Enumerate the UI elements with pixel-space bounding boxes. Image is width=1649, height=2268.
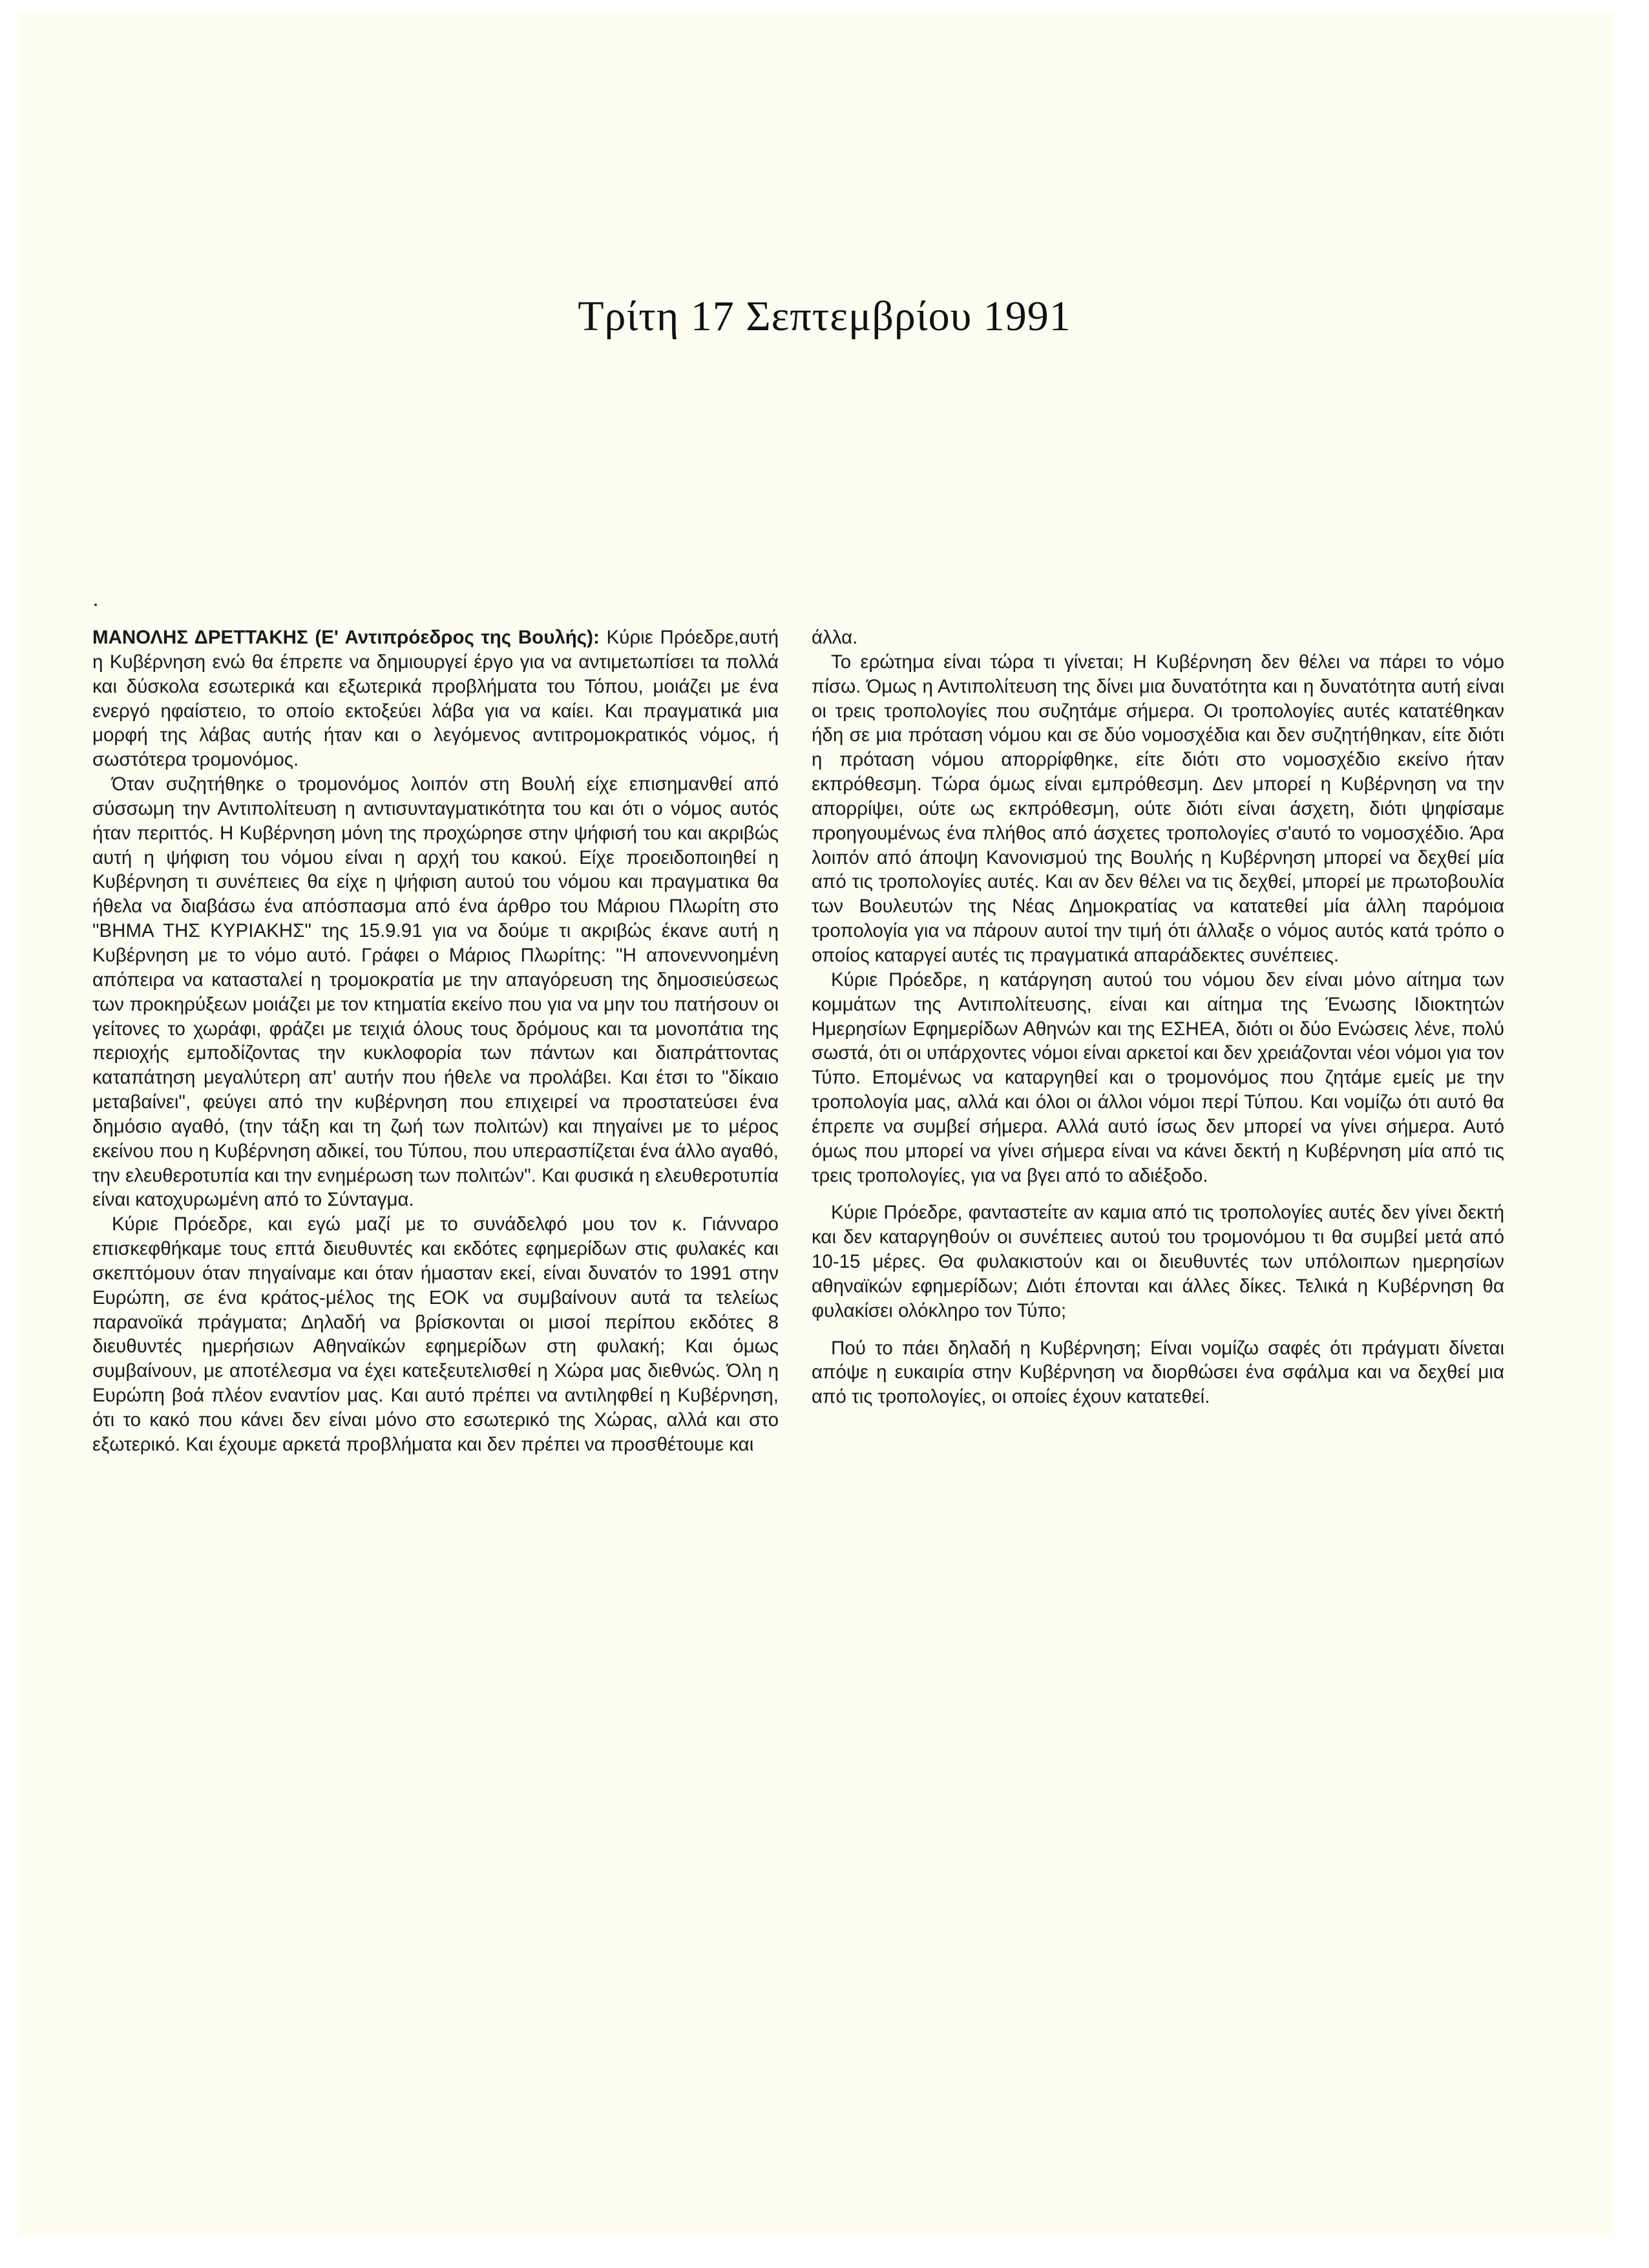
paragraph: Όταν συζητήθηκε ο τρομονόμος λοιπόν στη Βουλή είχε επισημανθεί από σύσσωμη την Αντιπολίτευση η αντισυνταγματικότητα του και ότι ο νόμος αυτός ήταν περιττός. Η Κυβέρνηση μόνη της προχώρησε στην ψήφισή του και ακριβώς αυτή η ψήφιση του νόμου είναι η αρχή του κακού. Είχε προειδοποιηθεί η Κυβέρνηση τι συνέπειες θα είχε η ψήφιση αυτού του νόμου και πραγματικα θα ήθελα να διαβάσω ένα απόσπασμα από ένα άρθρο του Μάριου Πλωρίτη στο "ΒΗΜΑ ΤΗΣ ΚΥΡΙΑΚΗΣ" της 15.9.91 για να δούμε τι ακριβώς έκανε αυτή η Κυβέρνηση με το νόμο αυτό. Γράφει ο Μάριος Πλωρίτης: "Η απονεννοημένη απόπειρα να κατασταλεί η τρομοκρατία με την απαγόρευση της δημοσιεύσεως των προκηρύξεων μοιάζει με τον κτηματία εκείνο που για να μην του πατήσουν οι γείτονες το χωράφι, φράζει με τειχιά όλους τους δρόμους και τα μονοπάτια της περιοχής εμποδίζοντας την κυκλοφορία των πάντων και διαπράττοντας καταπάτηση μεγαλύτερη απ' αυτήν που ήθελε να προλάβει. Και έτσι το "δίκαιο μεταβαίνει", φεύγει από την κυβέρνηση που επιχειρεί να προστατεύσει ένα δημόσιο αγαθό, (την τάξη και τη ζωή των πολιτών) και πηγαίνει με το μέρος εκείνου που η Κυβέρνηση αδικεί, του Τύπου, που υπερασπίζεται ένα άλλο αγαθό, την ελευθεροτυπία και την ενημέρωση των πολιτών". Και φυσικά η ελευθεροτυπία είναι κατοχυρωμένη από το Σύνταγμα. [92,773,779,1211]
page-title: Τρίτη 17 Σεπτεμβρίου 1991 [578,293,1071,340]
paragraph: Κύριε Πρόεδρε, η κατάργηση αυτού του νόμου δεν είναι μόνο αίτημα των κομμάτων της Αντιπολίτευσης, είναι και αίτημα της Ένωσης Ιδιοκτητών Ημερησίων Εφημερίδων Αθηνών και της ΕΣΗΕΑ, διότι οι δύο Ενώσεις λένε, πολύ σωστά, ότι οι υπάρχοντες νόμοι είναι αρκετοί και δεν χρειάζονται νέοι νόμοι για τον Τύπο. Επομένως να καταργηθεί και ο τρομονόμος που ζητάμε εμείς με την τροπολογία μας, αλλά και όλοι οι άλλοι νόμοι περί Τύπου. Και νομίζω ότι αυτό θα έπρεπε να συμβεί σήμερα. Αλλά αυτό ίσως δεν μπορεί να γίνει σήμερα. Αυτό όμως που μπορεί να γίνει σήμερα είναι να κάνει δεκτή η Κυβέρνηση μία από τις τρεις τροπολογίες, για να βγει από το αδιέξοδο. [812,969,1504,1186]
paragraph: άλλα. [812,627,858,648]
paragraph [92,625,779,772]
paragraph: Κύριε Πρόεδρε, και εγώ μαζί με το συνάδελφό μου τον κ. Γιάνναρο επισκεφθήκαμε τους επτά διευθυντές και εκδότες εφημερίδων στις φυλακές και σκεπτόμουν όταν πηγαίναμε και όταν ήμασταν εκεί, είναι δυνατόν το 1991 στην Ευρώπη, σε ένα κράτος-μέλος της ΕΟΚ να συμβαίνουν αυτά τα τελείως παρανοϊκά πράγματα; Δηλαδή να βρίσκονται οι μισοί περίπου εκδότες 8 διευθυντές ημερήσιων Αθηναϊκών εφημερίδων στη φυλακή; Και όμως συμβαίνουν, με αποτέλεσμα να έχει κατεξευτελισθεί η Χώρα μας διεθνώς. Όλη η Ευρώπη βοά πλέον εναντίον μας. Και αυτό πρέπει να αντιληφθεί η Κυβέρνηση, ότι το κακό που κάνει δεν είναι μόνο στο εσωτερικό της Χώρας, αλλά και στο εξωτερικό. Και έχουμε αρκετά προβλήματα και δεν πρέπει να προσθέτουμε και [92,1213,779,1455]
paragraph-text: Κύριε Πρόεδρε,αυτή η Κυβέρνηση ενώ θα έπρεπε να δημιουργεί έργο για να αντιμετωπίσει τα πολλά και δύσκολα εσωτερικά και εξωτερικά προβλήματα του Τόπου, μοιάζει με ένα ενεργό ηφαίστειο, το οποίο εκτοξεύει λάβα για να καίει. Και πραγματικά μια μορφή της λάβας αυτής ήταν και ο λεγόμενος αντιτρομοκρατικός νόμος, ή σωστότερα τρομονόμος. [92,627,779,771]
speaker-name: ΜΑΝΟΛΗΣ ΔΡΕΤΤΑΚΗΣ (Ε' Αντιπρόεδρος της Βουλής): [92,627,600,648]
paragraph: Πού το πάει δηλαδή η Κυβέρνηση; Είναι νομίζω σαφές ότι πράγματι δίνεται απόψε η ευκαιρία στην Κυβέρνηση να διορθώσει ένα σφάλμα και να δεχθεί μια από τις τροπολογίες, οι οποίες έχουν κατατεθεί. [812,1337,1504,1408]
paragraph: Το ερώτημα είναι τώρα τι γίνεται; Η Κυβέρνηση δεν θέλει να πάρει το νόμο πίσω. Όμως η Αντιπολίτευση της δίνει μια δυνατότητα και η δυνατότητα αυτή είναι οι τρεις τροπολογίες που συζητάμε σήμερα. Οι τροπολογίες αυτές κατατέθηκαν ήδη σε μια πρόταση νόμου και σε δύο νομοσχέδια και δεν συζητήθηκαν, είτε διότι η πρόταση νόμου απορρίφθηκε, είτε διότι στο νομοσχέδιο εκείνο ήταν εκπρόθεσμη. Τώρα όμως είναι εμπρόθεσμη. Δεν μπορεί η Κυβέρνηση να την απορρίψει, ούτε ως εκπρόθεσμη, ούτε διότι είναι άσχετη, διότι ψηφίσαμε προηγουμένως ένα πλήθος από άσχετες τροπολογίες σ'αυτό το νομοσχέδιο. Άρα λοιπόν από άποψη Κανονισμού της Βουλής η Κυβέρνηση μπορεί να δεχθεί μία από τις τροπολογίες αυτές. Και αν δεν θέλει να τις δεχθεί, μπορεί με πρωτοβουλία των Βουλευτών της Νέας Δημοκρατίας να κατατεθεί μία άλλη παρόμοια τροπολογία για να πάρουν αυτοί την τιμή ότι άλλαξε ο νόμος αυτός κατά τρόπο ο οποίος καταργεί αυτές τις πραγματικά απαράδεκτες συνέπειες. [812,651,1504,966]
left-column [92,625,779,1457]
right-column [812,625,1504,1409]
paragraph: Κύριε Πρόεδρε, φανταστείτε αν καμια από τις τροπολογίες αυτές δεν γίνει δεκτή και δεν καταργηθούν οι συνέπειες αυτού του τρομονόμου τι θα συμβεί μετά από 10-15 μέρες. Θα φυλακιστούν και οι διευθυντές των υπόλοιπων ημερησίων αθηναϊκών εφημερίδων; Διότι έπονται και άλλες δίκες. Τελικά η Κυβέρνηση θα φυλακίσει ολόκληρο τον Τύπο; [812,1202,1504,1321]
stray-mark [94,604,97,606]
